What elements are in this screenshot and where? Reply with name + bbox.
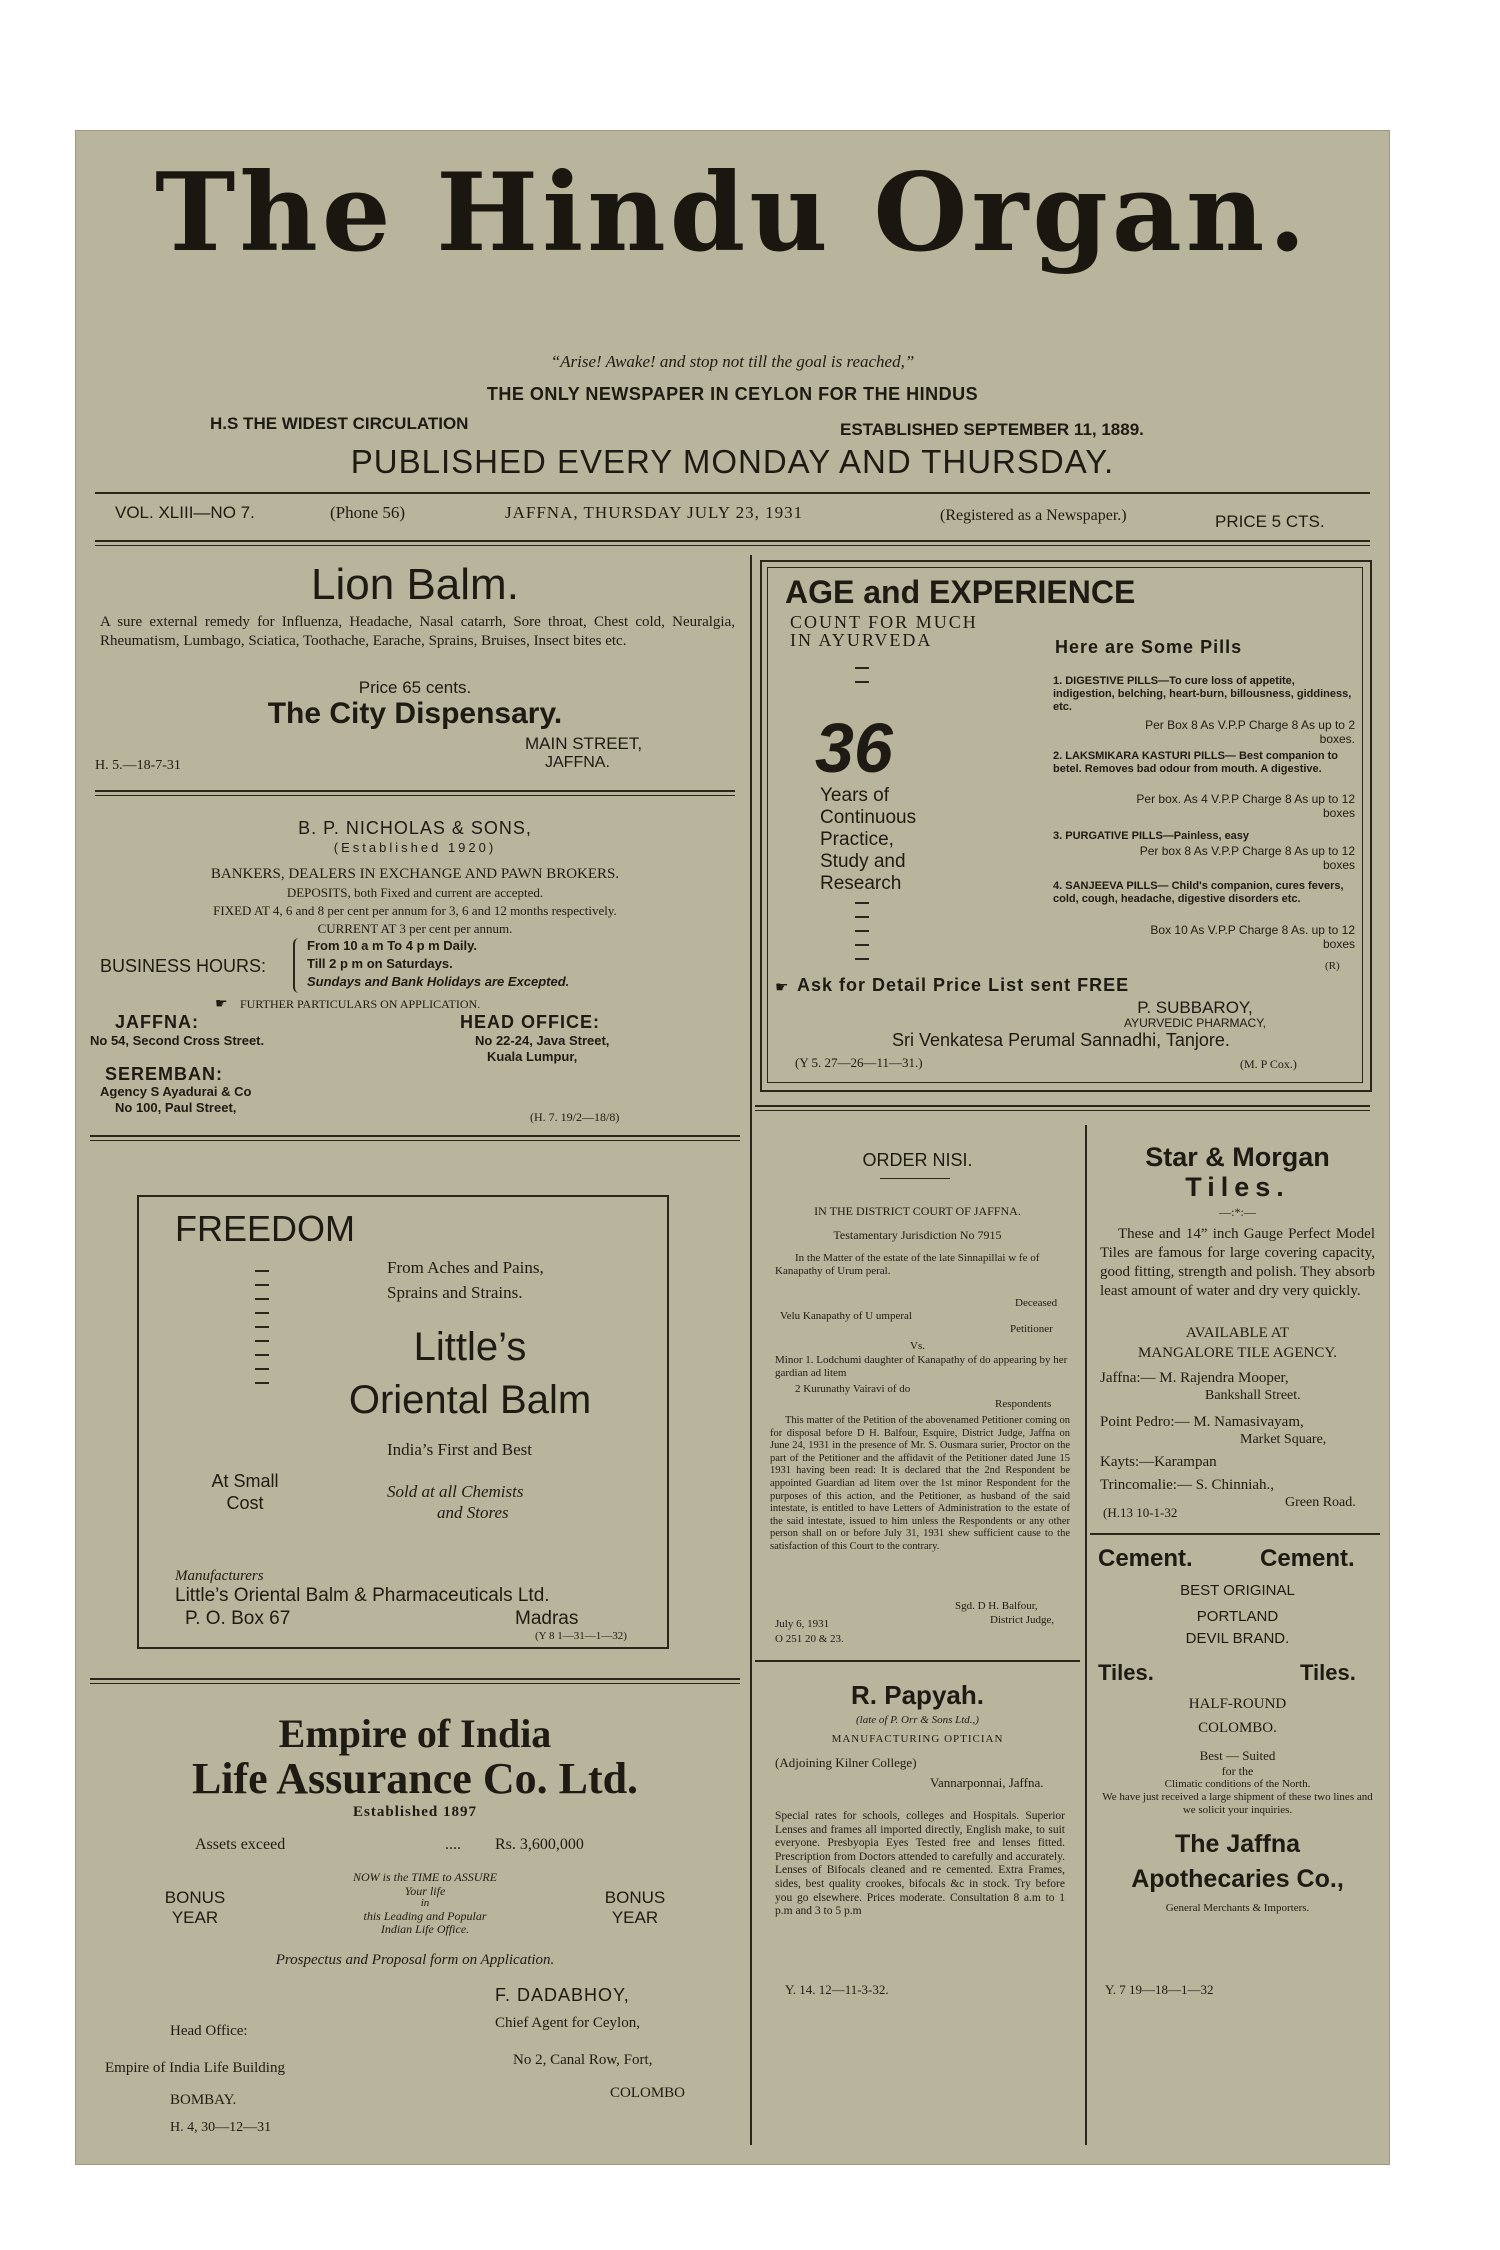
star-title1: Star & Morgan [1145, 1142, 1330, 1172]
ayurveda-dashes-top [855, 655, 869, 695]
nicholas-hours-brace [293, 938, 303, 993]
freedom-sold1: Sold at all Chemists [387, 1482, 524, 1501]
nicholas-line1: BANKERS, DEALERS IN EXCHANGE AND PAWN BROKERS. [210, 866, 620, 882]
star-jaffna2: Bankshall Street. [1205, 1388, 1301, 1403]
nicholas-hours-1: From 10 a m To 4 p m Daily. [307, 938, 478, 953]
nicholas-head-addr2: Kuala Lumpur, [487, 1049, 578, 1064]
empire-mid2: Your life [404, 1884, 446, 1898]
dateline-phone: (Phone 56) [330, 503, 406, 522]
empire-ref: H. 4, 30—12—31 [170, 2120, 272, 2135]
masthead-established: ESTABLISHED SEPTEMBER 11, 1889. [840, 420, 1144, 439]
freedom-small-cost: At Small Cost [211, 1471, 279, 1513]
pill-1-price: Per Box 8 As V.P.P Charge 8 As up to 2 boxes. [1145, 718, 1355, 746]
empire-prospectus: Prospectus and Proposal form on Application. [275, 1952, 555, 1968]
papyah-ref: Y. 14. 12—11-3-32. [785, 1982, 889, 1997]
masthead-tagline: THE ONLY NEWSPAPER IN CEYLON FOR THE HINDUS [486, 384, 979, 404]
papyah-body: Special rates for schools, colleges and Hospitals. Superior Lenses and frames all imported directly, English make, to suit everyone. Presbyopia Eyes Tested free and lenses fitted. Prescription from Doctors attended to carefully and accurately. Lenses of Bifocals cleaned and re cemented. Extra Frames, sides, best quality crookes, bifocals &c in stock. Try before you go elsewhere. Prices moderate. Consultation 8 a.m to 1 p.m and 3 to 5 p.m [775, 1810, 1065, 1918]
order-body: This matter of the Petition of the abovenamed Petitioner coming on for disposal before D H. Balfour, Esquire, District Judge, Jaffna on June 24, 1931 in the presence of Mr. S. Ousmara surier, Proctor on the part of the Petitioner and the affidavit of the Petitioner dated June 15 1931 having been read: It is declared that the 2nd Respondent be appointed Guardian ad litem over the 1st minor Respondent for the purposes of this action, and the Petitioner, as husband of the said intestate, is entitled to have Letters of Administration to the estate of the said intestate, issued to him unless the Respondents or any other person shall on or before July 31, 1931 shew sufficient cause to the satisfaction of this Court to the contrary. [770, 1415, 1070, 1552]
lion-balm-price: Price 65 cents. [358, 678, 472, 697]
empire-assets-dots: .... [445, 1836, 461, 1853]
right-section-rule [755, 1105, 1370, 1107]
tiles-right: Tiles. [1300, 1660, 1356, 1685]
nicholas-line4: CURRENT AT 3 per cent per annum. [317, 921, 513, 936]
cement-colombo: COLOMBO. [1198, 1720, 1277, 1736]
nicholas-seremban-label: SEREMBAN: [105, 1064, 224, 1084]
order-bottom-rule [755, 1660, 1080, 1662]
pointing-hand-icon-2: ☛ [775, 980, 789, 996]
freedom-product1: Little’s [413, 1325, 527, 1369]
empire-bombay: BOMBAY. [170, 2092, 237, 2108]
ayurveda-sub1: COUNT FOR MUCH [790, 612, 978, 632]
empire-mid4: this Leading and Popular [363, 1909, 487, 1923]
order-title-rule [880, 1178, 950, 1179]
ayurveda-name: P. SUBBAROY, [1137, 998, 1253, 1017]
cement-line3: DEVIL BRAND. [1185, 1630, 1290, 1647]
nicholas-ref: (H. 7. 19/2—18/8) [530, 1110, 620, 1124]
pointing-hand-icon: ☛ [215, 997, 228, 1012]
pill-1: 1. DIGESTIVE PILLS—To cure loss of appetite, indigestion, belching, heart-burn, billousness, giddiness, etc. [1053, 675, 1352, 713]
dateline-price: PRICE 5 CTS. [1215, 512, 1325, 531]
empire-year-right: YEAR [611, 1908, 659, 1927]
freedom-box-no: P. O. Box 67 [185, 1608, 291, 1629]
pill-4: 4. SANJEEVA PILLS— Child's companion, cures fevers, cold, cough, headache, digestive disorders etc. [1053, 880, 1344, 905]
order-minor2: 2 Kurunathy Vairavi of do [795, 1383, 911, 1395]
lion-balm-body: A sure external remedy for Influenza, Headache, Nasal catarrh, Sore throat, Chest cold, Neuralgia, Rheumatism, Lumbago, Sciatica, Toothache, Earache, Sprains, Bruises, Insect bites etc. [100, 614, 735, 649]
star-ref: (H.13 10-1-32 [1103, 1505, 1178, 1520]
order-juris: Testamentary Jurisdiction No 7915 [833, 1228, 1002, 1242]
order-vs: Vs. [910, 1340, 925, 1352]
star-trinco2: Green Road. [1285, 1495, 1356, 1510]
empire-head-office: Head Office: [170, 2023, 248, 2039]
masthead-motto: “Arise! Awake! and stop not till the goal is reached,” [550, 352, 915, 371]
star-agency: MANGALORE TILE AGENCY. [1137, 1345, 1338, 1361]
left-section-rule [90, 1135, 740, 1137]
lion-balm-town: JAFFNA. [545, 754, 610, 771]
empire-building: Empire of India Life Building [105, 2060, 285, 2076]
ayurveda-mark: (R) [1325, 960, 1340, 972]
ayurveda-dashes-bottom [855, 890, 869, 972]
column-divider-top [750, 555, 752, 1125]
empire-year-left: YEAR [171, 1908, 219, 1927]
empire-assets: Assets exceed [195, 1836, 286, 1853]
ayurveda-ask: Ask for Detail Price List sent FREE [797, 975, 1130, 995]
papyah-adjoining: (Adjoining Kilner College) [775, 1755, 917, 1770]
order-velu: Velu Kanapathy of U umperal [780, 1310, 912, 1322]
lion-balm-street: MAIN STREET, [525, 734, 643, 753]
left-section-rule-2 [90, 1140, 740, 1141]
papyah-late: (late of P. Orr & Sons Ltd.,) [856, 1714, 979, 1726]
order-minor1: Minor 1. Lodchumi daughter of Kanapathy of do appearing by her gardian ad litem [775, 1354, 1068, 1379]
order-matter: In the Matter of the estate of the late Sinnapillai w fe of Kanapathy of Urum peral. [775, 1252, 1040, 1277]
pill-4-price: Box 10 As V.P.P Charge 8 As. up to 12 boxes [1150, 923, 1355, 951]
empire-title2: Life Assurance Co. Ltd. [191, 1754, 639, 1803]
star-trinco: Trincomalie:— S. Chinniah., [1100, 1477, 1275, 1493]
lion-balm-title: Lion Balm. [311, 560, 519, 609]
freedom-rule-2 [90, 1683, 740, 1684]
freedom-rule [90, 1678, 740, 1680]
empire-assets-val: Rs. 3,600,000 [495, 1836, 584, 1853]
empire-agent-role: Chief Agent for Ceylon, [495, 2015, 640, 2031]
star-ornament: —:*:— [1219, 1205, 1256, 1219]
empire-mid1: NOW is the TIME to ASSURE [352, 1870, 498, 1884]
ayurveda-ref2: (M. P Cox.) [1240, 1057, 1297, 1071]
order-sign1: Sgd. D H. Balfour, [955, 1600, 1038, 1612]
empire-title1: Empire of India [278, 1711, 552, 1756]
lion-balm-rule [95, 790, 735, 792]
order-sign2: District Judge, [990, 1614, 1055, 1626]
cement-ref: Y. 7 19—18—1—32 [1105, 1982, 1214, 1997]
masthead-rule-top [95, 492, 1370, 494]
nicholas-line2: DEPOSITS, both Fixed and current are accepted. [286, 885, 544, 900]
empire-bonus-left: BONUS [164, 1888, 226, 1907]
nicholas-line3: FIXED AT 4, 6 and 8 per cent per annum for 3, 6 and 12 months respectively. [213, 903, 617, 918]
cement-right: Cement. [1260, 1545, 1355, 1572]
nicholas-hours-3: Sundays and Bank Holidays are Excepted. [307, 974, 570, 989]
cement-left: Cement. [1098, 1545, 1193, 1572]
pill-2-price: Per box. As 4 V.P.P Charge 8 As up to 12 boxes [1136, 792, 1355, 820]
empire-est: Established 1897 [353, 1804, 477, 1820]
masthead-title: The Hindu Organ. [154, 150, 1311, 276]
dateline-registered: (Registered as a Newspaper.) [940, 507, 1127, 524]
cement-climatic: Climatic conditions of the North. [1164, 1778, 1311, 1790]
empire-canal: No 2, Canal Row, Fort, [513, 2052, 653, 2068]
freedom-ref: (Y 8 1—31—1—32) [535, 1630, 627, 1642]
city-dispensary: The City Dispensary. [267, 697, 563, 730]
empire-colombo: COLOMBO [610, 2085, 686, 2101]
nicholas-seremban-addr1: Agency S Ayadurai & Co [100, 1084, 252, 1099]
order-court: IN THE DISTRICT COURT OF JAFFNA. [814, 1204, 1021, 1218]
right-section-rule-2 [755, 1110, 1370, 1111]
cement-line2: PORTLAND [1196, 1608, 1279, 1625]
order-respondents: Respondents [995, 1398, 1052, 1410]
ayurveda-ref: (Y 5. 27—26—11—31.) [795, 1055, 923, 1070]
nicholas-hours-2: Till 2 p m on Saturdays. [307, 956, 453, 971]
nicholas-further: FURTHER PARTICULARS ON APPLICATION. [240, 997, 481, 1011]
order-deceased: Deceased [1015, 1297, 1058, 1309]
ayurveda-pharmacy: AYURVEDIC PHARMACY, [1123, 1016, 1267, 1030]
cement-for: for the [1221, 1764, 1254, 1778]
star-title2: Tiles. [1185, 1172, 1290, 1202]
ayurveda-sub2: IN AYURVEDA [790, 630, 933, 650]
freedom-manufacturers: Manufacturers [175, 1568, 264, 1584]
freedom-best: India’s First and Best [387, 1440, 532, 1459]
masthead-published: PUBLISHED EVERY MONDAY AND THURSDAY. [350, 443, 1115, 480]
freedom-product2: Oriental Balm [348, 1378, 592, 1422]
nicholas-jaffna-addr: No 54, Second Cross Street. [90, 1033, 265, 1048]
nicholas-name: B. P. NICHOLAS & SONS, [298, 818, 532, 838]
order-ref: O 251 20 & 23. [775, 1633, 844, 1645]
cement-received: We have just received a large shipment of these two lines and we solicit your inquiries. [1102, 1791, 1373, 1816]
papyah-place: Vannarponnai, Jaffna. [930, 1775, 1044, 1790]
masthead-rule-bottom-2 [95, 545, 1370, 546]
star-kayts: Kayts:—Karampan [1100, 1454, 1217, 1470]
empire-mid3: in [420, 1897, 430, 1909]
column-divider-2 [750, 1125, 752, 2145]
pill-3: 3. PURGATIVE PILLS—Painless, easy [1053, 830, 1250, 842]
freedom-madras: Madras [515, 1608, 579, 1629]
nicholas-seremban-addr2: No 100, Paul Street, [115, 1100, 237, 1115]
empire-mid5: Indian Life Office. [380, 1922, 470, 1936]
cement-merchants: General Merchants & Importers. [1165, 1902, 1310, 1914]
freedom-line1: From Aches and Pains, [387, 1258, 544, 1277]
lion-balm-ref: H. 5.—18-7-31 [95, 758, 181, 773]
cement-best: Best — Suited [1199, 1748, 1276, 1763]
order-petitioner: Petitioner [1010, 1323, 1053, 1335]
cement-company1: The Jaffna [1174, 1830, 1301, 1858]
ayurveda-title: AGE and EXPERIENCE [785, 574, 1136, 610]
empire-agent: F. DADABHOY, [495, 1985, 630, 2005]
ayurveda-years: 36 [815, 709, 893, 787]
star-body: These and 14” inch Gauge Perfect Model Tiles are famous for large covering capacity, good fitting, strength and polish. They absorb least amount of water and dry very quickly. [1100, 1226, 1375, 1299]
ayurveda-address: Sri Venkatesa Perumal Sannadhi, Tanjore. [892, 1030, 1230, 1050]
star-available: AVAILABLE AT [1185, 1325, 1290, 1341]
nicholas-hours-label: BUSINESS HOURS: [100, 956, 267, 976]
order-date: July 6, 1931 [775, 1618, 830, 1630]
star-point: Point Pedro:— M. Namasivayam, [1100, 1414, 1304, 1430]
nicholas-head-label: HEAD OFFICE: [460, 1012, 600, 1032]
cement-company2: Apothecaries Co., [1131, 1865, 1344, 1893]
nicholas-jaffna-label: JAFFNA: [115, 1012, 199, 1032]
newspaper-page [75, 130, 1390, 2165]
cement-half-round: HALF-ROUND [1188, 1696, 1287, 1712]
freedom-dashes [255, 1258, 269, 1396]
lion-balm-rule-2 [95, 795, 735, 796]
column-divider-3 [1085, 1125, 1087, 2145]
star-bottom-rule [1090, 1533, 1380, 1535]
nicholas-head-addr1: No 22-24, Java Street, [475, 1033, 610, 1048]
dateline-place-date: JAFFNA, THURSDAY JULY 23, 1931 [505, 503, 804, 522]
pill-2: 2. LAKSMIKARA KASTURI PILLS— Best companion to betel. Removes bad odour from mouth. A digestive. [1053, 750, 1338, 775]
pill-3-price: Per box 8 As V.P.P Charge 8 As up to 12 boxes [1139, 844, 1355, 872]
papyah-role: MANUFACTURING OPTICIAN [831, 1733, 1004, 1745]
ayurveda-years-text: Years of Continuous Practice, Study and Research [820, 785, 917, 894]
freedom-title: FREEDOM [175, 1208, 355, 1249]
order-title: ORDER NISI. [862, 1150, 973, 1170]
freedom-company: Little’s Oriental Balm & Pharmaceuticals Ltd. [175, 1585, 550, 1606]
dateline-vol: VOL. XLIII—NO 7. [115, 503, 255, 522]
cement-line1: BEST ORIGINAL [1180, 1582, 1295, 1599]
tiles-left: Tiles. [1098, 1660, 1154, 1685]
masthead-rule-bottom [95, 540, 1370, 542]
freedom-sold2: and Stores [437, 1503, 509, 1522]
empire-bonus-right: BONUS [604, 1888, 666, 1907]
star-point2: Market Square, [1240, 1432, 1327, 1447]
papyah-title: R. Papyah. [851, 1680, 984, 1710]
ayurveda-pills-head: Here are Some Pills [1055, 637, 1243, 657]
masthead-circulation: H.S THE WIDEST CIRCULATION [210, 414, 469, 433]
freedom-line2: Sprains and Strains. [387, 1283, 523, 1302]
nicholas-est: (Established 1920) [333, 840, 497, 855]
star-jaffna: Jaffna:— M. Rajendra Mooper, [1100, 1370, 1289, 1386]
